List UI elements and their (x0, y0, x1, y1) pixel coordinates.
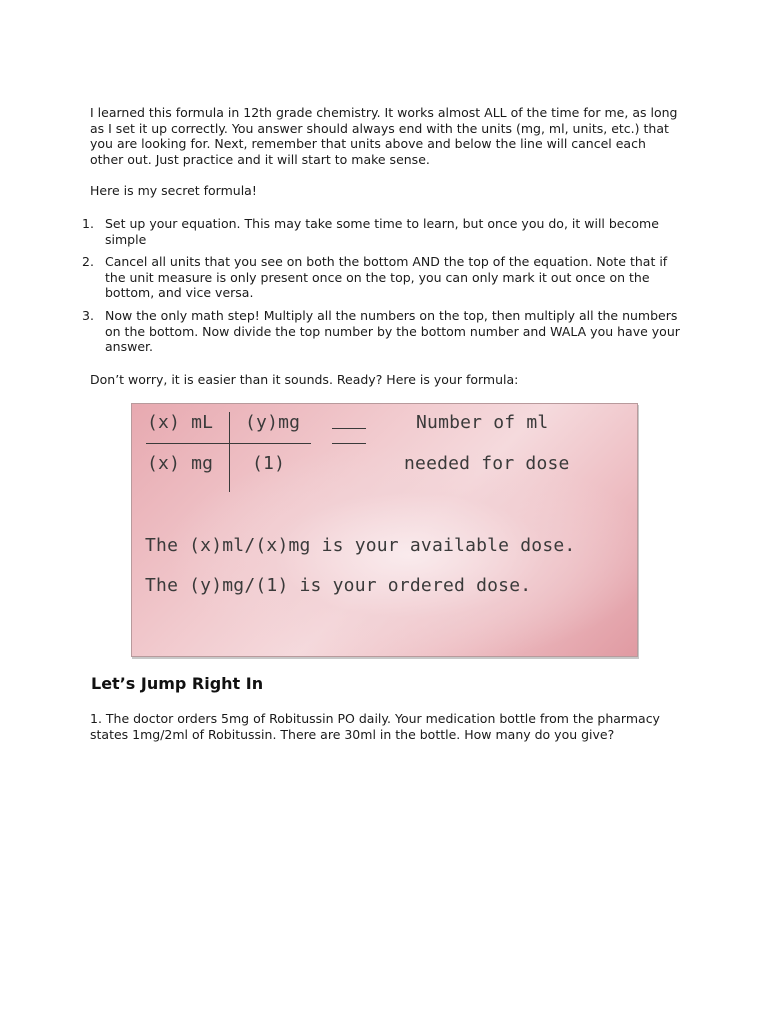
step-text: Set up your equation. This may take some time to learn, but once you do, it will become simple (105, 216, 659, 247)
list-item (82, 216, 682, 247)
step-text: Cancel all units that you see on both the bottom AND the top of the equation. Note that if the unit measure is only present once on the top, you can only mark it out once on the bottom, and vice versa. (105, 254, 668, 301)
answer-blank-top (332, 428, 366, 429)
available-dose-line: The (x)ml/(x)mg is your available dose. (145, 535, 576, 556)
fraction-divider-vertical (229, 412, 230, 492)
lead-in-text: Don’t worry, it is easier than it sounds. Ready? Here is your formula: (90, 372, 519, 387)
steps-list (82, 216, 682, 362)
formula-bottom-mid: (1) (252, 453, 286, 474)
answer-blank-bottom (332, 443, 366, 444)
step-number: 1. (82, 216, 94, 231)
formula-top-left: (x) mL (147, 412, 214, 433)
section-heading: Let’s Jump Right In (91, 674, 264, 693)
secret-formula-line: Here is my secret formula! (90, 183, 257, 198)
formula-bottom-left: (x) mg (147, 453, 214, 474)
step-number: 3. (82, 307, 94, 323)
fraction-divider-horizontal (146, 443, 311, 444)
formula-top-right: Number of ml (416, 412, 549, 433)
ordered-dose-line: The (y)mg/(1) is your ordered dose. (145, 575, 532, 596)
formula-top-mid: (y)mg (245, 412, 301, 433)
formula-box (131, 403, 638, 657)
intro-paragraph: I learned this formula in 12th grade chemistry. It works almost ALL of the time for me, as long as I set it up correctly. You answer should always end with the units (mg, ml, units, etc.) that you are looking for. Next, remember that units above and below the line will cancel each other out. Just practice and it will start to make sense. (90, 105, 678, 167)
step-text: Now the only math step! Multiply all the numbers on the top, then multiply all the numbers on the bottom. Now divide the top number by the bottom number and WALA you have your answer. (105, 307, 680, 355)
formula-bottom-right: needed for dose (404, 453, 570, 474)
list-item (82, 308, 682, 355)
step-number: 2. (82, 254, 94, 270)
list-item (82, 254, 682, 301)
question-text: 1. The doctor orders 5mg of Robitussin PO daily. Your medication bottle from the pharmacy states 1mg/2ml of Robitussin. There are 30ml in the bottle. How many do you give? (90, 711, 660, 742)
